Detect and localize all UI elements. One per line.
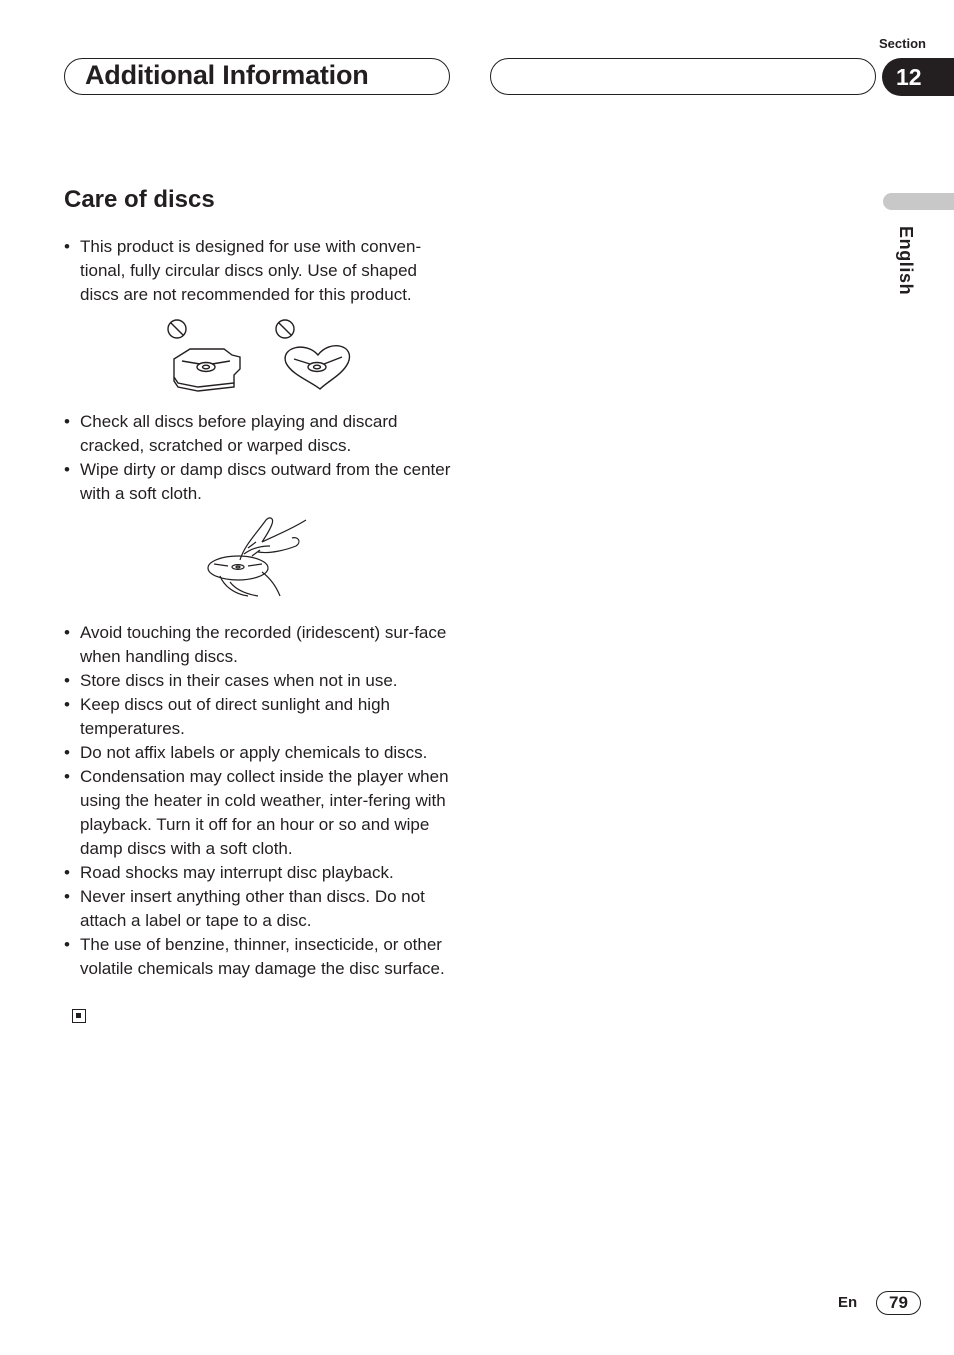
- list-item: • Never insert anything other than discs. Do not attach a label or tape to a disc.: [64, 885, 459, 933]
- chapter-title-bar: [64, 58, 450, 95]
- list-item: • Store discs in their cases when not in use.: [64, 669, 459, 693]
- list-item: • Condensation may collect inside the player when using the heater in cold weather, inter-fering with playback. Turn it off for an hour or so and wipe damp discs with a soft cloth.: [64, 765, 459, 861]
- list-item: • Do not affix labels or apply chemicals to discs.: [64, 741, 459, 765]
- page-number: 79: [876, 1291, 921, 1315]
- end-of-section-icon: [72, 1009, 86, 1023]
- language-tab: [883, 193, 954, 210]
- section-number-badge: 12: [882, 58, 954, 96]
- header-empty-bar: [490, 58, 876, 95]
- chapter-title: Additional Information: [85, 60, 369, 90]
- prohibited-shaped-discs-icon: [160, 317, 360, 395]
- bullet-list-disc-handling: [64, 621, 459, 981]
- list-item: • This product is designed for use with conven-tional, fully circular discs only. Use of shaped discs are not recommended for this product.: [64, 235, 459, 307]
- list-item: • Wipe dirty or damp discs outward from the center with a soft cloth.: [64, 458, 459, 506]
- list-item: • Avoid touching the recorded (iridescent) sur-face when handling discs.: [64, 621, 459, 669]
- list-item: • Keep discs out of direct sunlight and high temperatures.: [64, 693, 459, 741]
- list-item: • Road shocks may interrupt disc playback.: [64, 861, 459, 885]
- bullet-list-disc-checks: [64, 410, 459, 506]
- section-label: Section: [879, 36, 926, 51]
- page-heading: Care of discs: [64, 186, 215, 213]
- bullet-list-disc-shapes: [64, 235, 459, 307]
- hand-wiping-disc-icon: [200, 512, 312, 598]
- list-item: • The use of benzine, thinner, insecticide, or other volatile chemicals may damage the disc surface.: [64, 933, 459, 981]
- language-label: English: [896, 226, 916, 296]
- list-item: • Check all discs before playing and discard cracked, scratched or warped discs.: [64, 410, 459, 458]
- footer-language-code: En: [838, 1294, 858, 1311]
